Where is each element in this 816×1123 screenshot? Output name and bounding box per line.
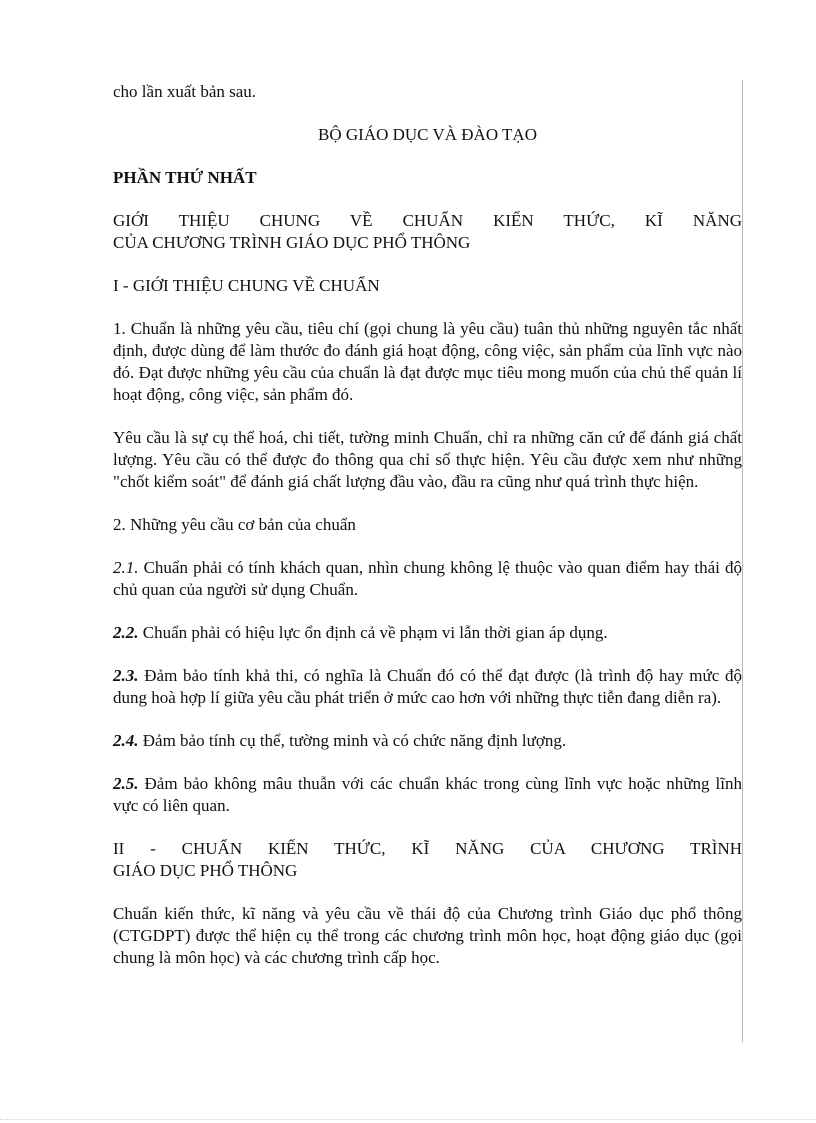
requirement-number: 2.1.	[113, 558, 139, 577]
ministry-heading: BỘ GIÁO DỤC VÀ ĐÀO TẠO	[318, 125, 537, 144]
paragraph-definition: 1. Chuẩn là những yêu cầu, tiêu chí (gọi chung là yêu cầu) tuân thủ những nguyên tắc nhất định, được dùng để làm thước đo đánh giá hoạt động, công việc, sản phẩm của lĩnh vực nào đó. Đạt được những yêu cầu của chuẩn là đạt được mục tiêu mong muốn của chủ thể quản lí hoạt động, công việc, sản phẩm đó.	[113, 319, 742, 404]
requirement-number: 2.4.	[113, 731, 139, 750]
document-body	[113, 81, 742, 969]
requirement-text: Chuẩn phải có hiệu lực ổn định cả về phạm vi lẫn thời gian áp dụng.	[138, 623, 608, 642]
paragraph-basic-requirements: 2. Những yêu cầu cơ bản của chuẩn	[113, 515, 356, 534]
section2-heading	[113, 838, 742, 882]
requirement-item	[113, 665, 742, 709]
requirement-item	[113, 730, 742, 752]
requirement-number: 2.3.	[113, 666, 139, 685]
requirement-text: Đảm bảo không mâu thuẫn với các chuẩn khác trong cùng lĩnh vực hoặc những lĩnh vực có liên quan.	[113, 774, 742, 815]
intro-heading-line2: CỦA CHƯƠNG TRÌNH GIÁO DỤC PHỔ THÔNG	[113, 233, 471, 252]
intro-heading	[113, 210, 742, 254]
paragraph-requirements: Yêu cầu là sự cụ thể hoá, chi tiết, tường minh Chuẩn, chỉ ra những căn cứ để đánh giá chất lượng. Yêu cầu có thể được đo thông qua chỉ số thực hiện. Yêu cầu được xem như những "chốt kiểm soát" để đánh giá chất lượng đầu vào, đầu ra cũng như quá trình thực hiện.	[113, 428, 742, 491]
requirement-number: 2.5.	[113, 774, 139, 793]
requirement-text: Đảm bảo tính cụ thể, tường minh và có chức năng định lượng.	[138, 731, 567, 750]
requirement-text: Đảm bảo tính khả thi, có nghĩa là Chuẩn đó có thể đạt được (là trình độ hay mức độ dung hoà hợp lí giữa yêu cầu phát triển ở mức cao hơn với những thực tiễn đang diễn ra).	[113, 666, 742, 707]
part-title: PHẦN THỨ NHẤT	[113, 168, 257, 187]
intro-heading-line1: GIỚI THIỆU CHUNG VỀ CHUẨN KIẾN THỨC, KĨ NĂNG	[113, 211, 742, 230]
paragraph-standards: Chuẩn kiến thức, kĩ năng và yêu cầu về thái độ của Chương trình Giáo dục phổ thông (CTGDPT) được thể hiện cụ thể trong các chương trình môn học, hoạt động giáo dục (gọi chung là môn học) và các chương trình cấp học.	[113, 904, 742, 967]
page-bottom-divider	[0, 1119, 816, 1120]
section2-heading-line2: GIÁO DỤC PHỔ THÔNG	[113, 861, 298, 880]
section2-heading-line1: II - CHUẨN KIẾN THỨC, KĨ NĂNG CỦA CHƯƠNG TRÌNH	[113, 839, 742, 858]
right-margin-line	[742, 80, 743, 1042]
continuation-line: cho lần xuất bản sau.	[113, 82, 257, 101]
requirement-item	[113, 622, 742, 644]
requirement-item	[113, 557, 742, 601]
requirement-item	[113, 773, 742, 817]
requirement-text: Chuẩn phải có tính khách quan, nhìn chung không lệ thuộc vào quan điểm hay thái độ chủ quan của người sử dụng Chuẩn.	[113, 558, 742, 599]
requirement-number: 2.2.	[113, 623, 139, 642]
section1-heading: I - GIỚI THIỆU CHUNG VỀ CHUẨN	[113, 276, 380, 295]
